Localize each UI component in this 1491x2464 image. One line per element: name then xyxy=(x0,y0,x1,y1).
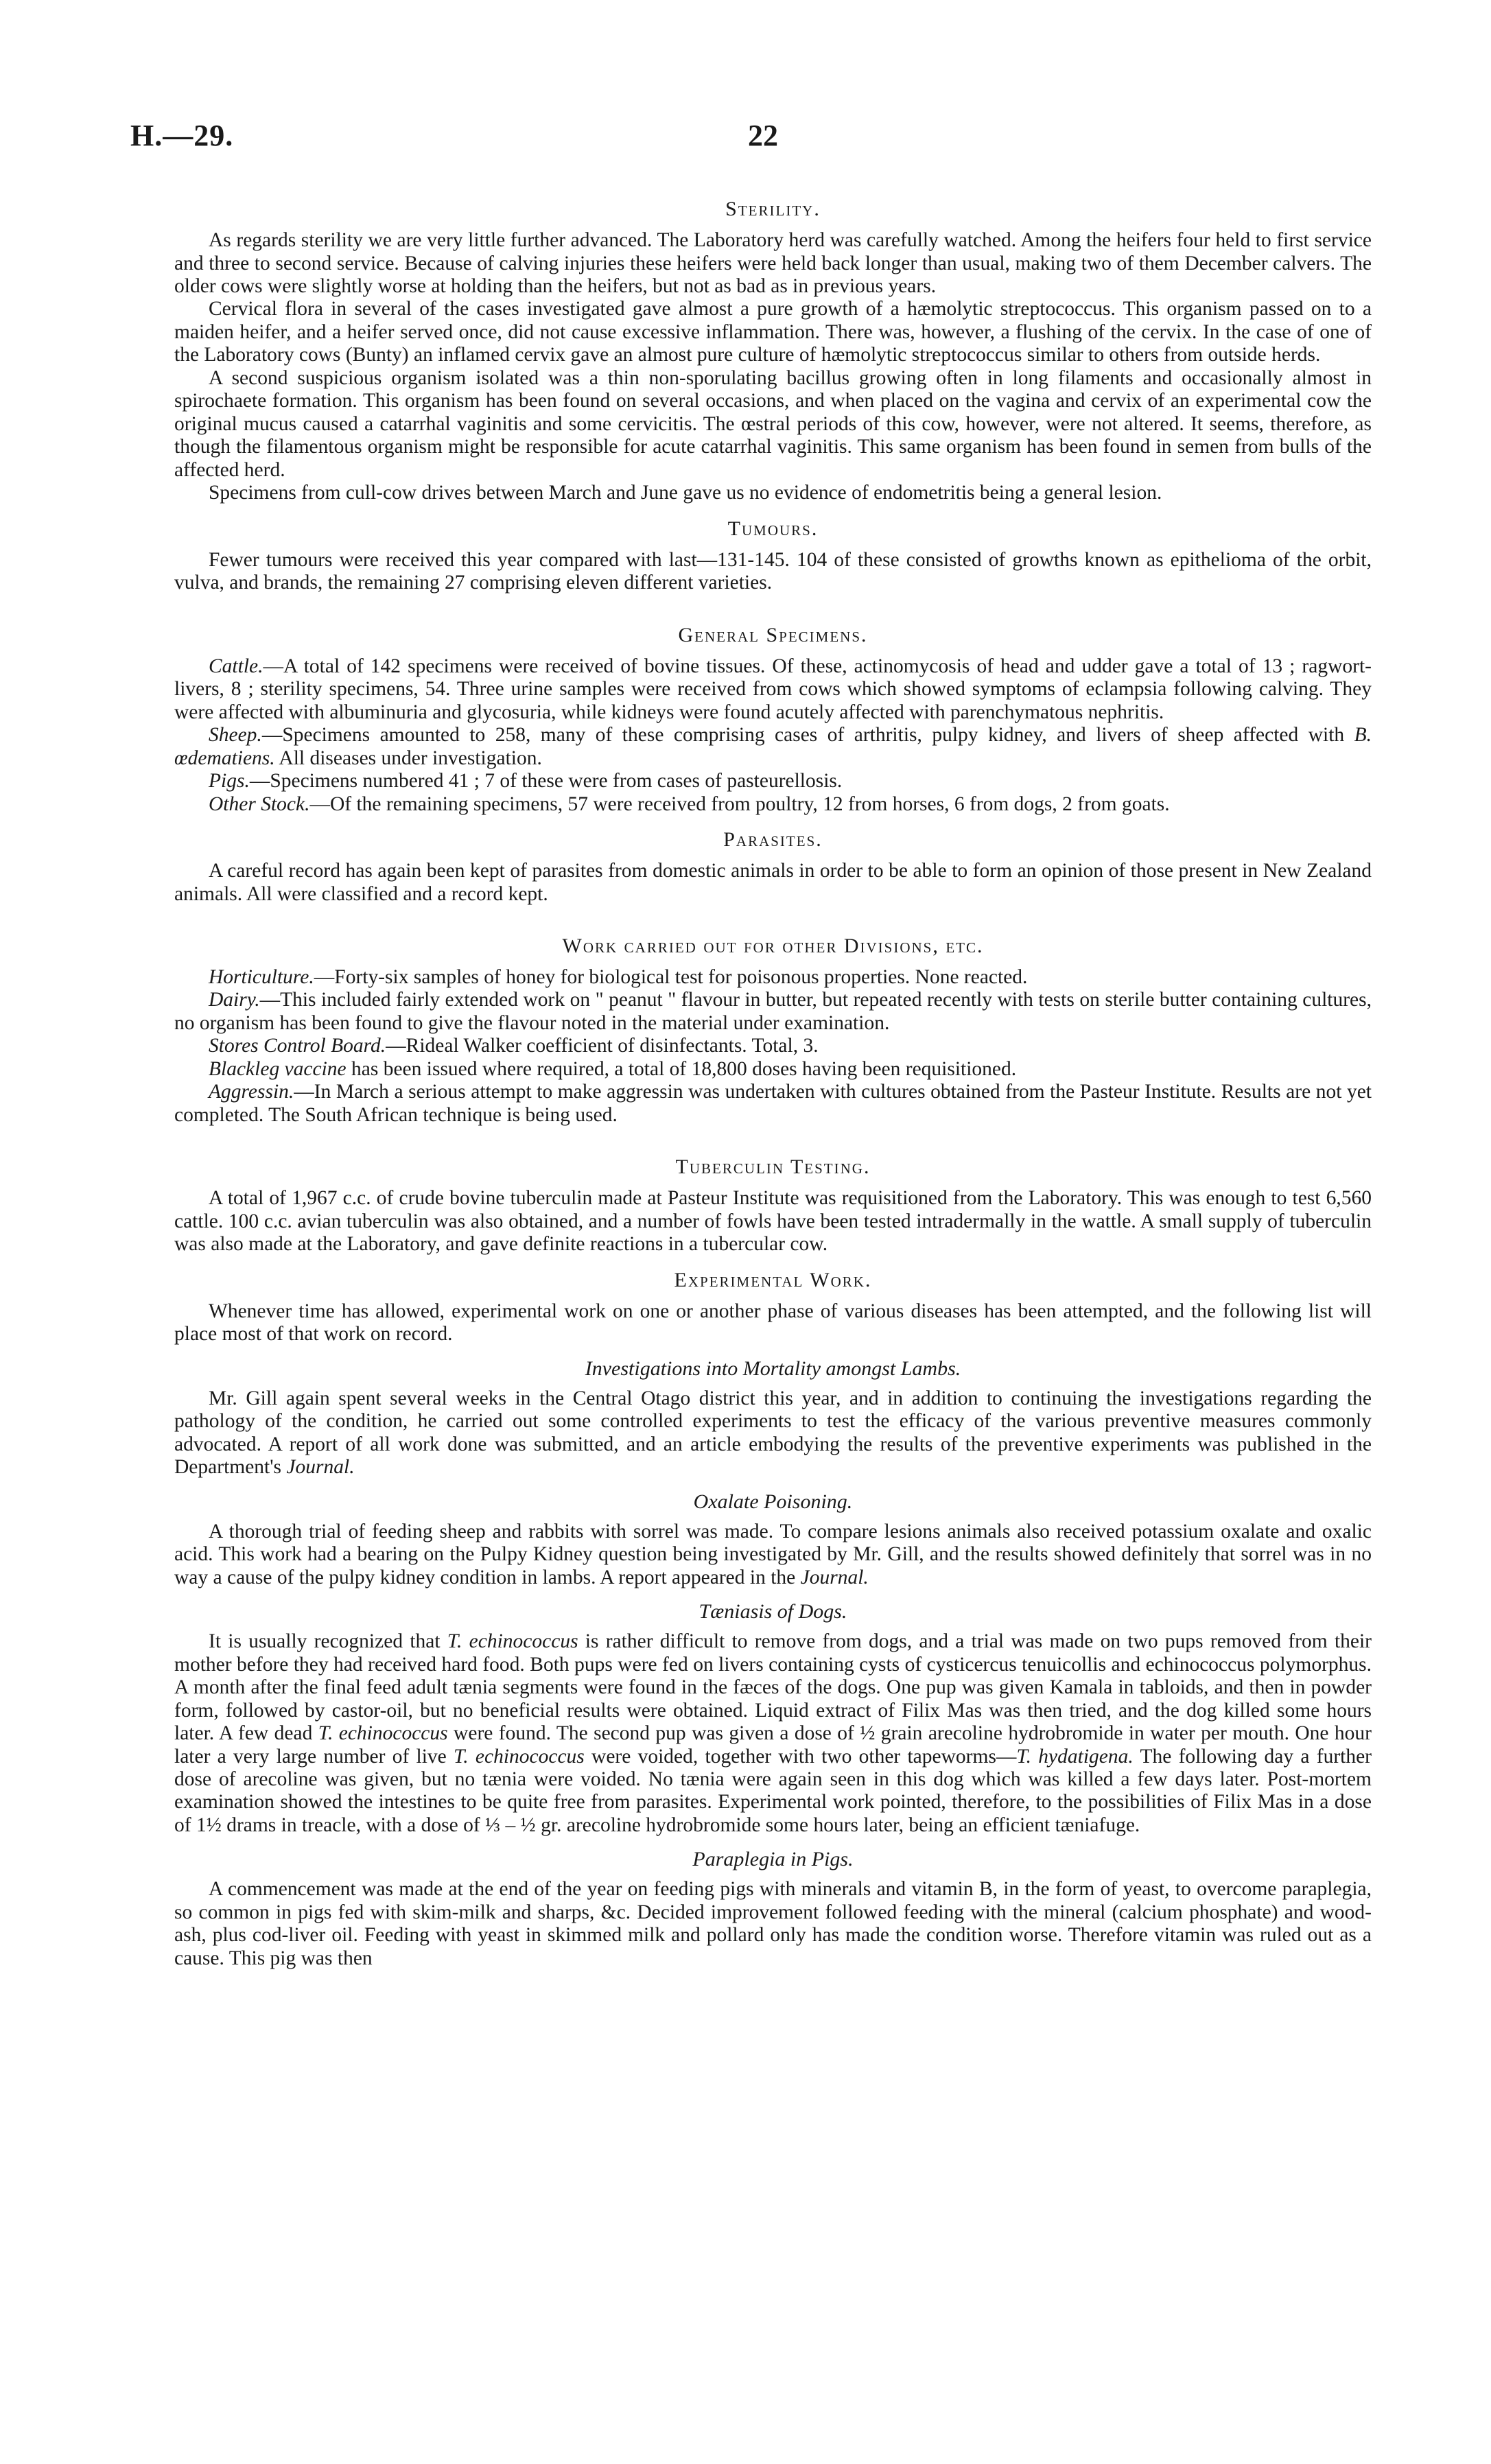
paragraph-text: Mr. Gill again spent several weeks in the Central Otago district this year, and in addition to continuing the investigations regarding the pathology of the condition, he carried out some controlled experiments to test the efficacy of the various preventive measures commonly advocated. A report of all work done was submitted, and an article embodying the results of the preventive experiments was published in the Department's xyxy=(174,1387,1372,1479)
section-heading-experimental-work: Experimental Work. xyxy=(674,1268,872,1291)
run-in-heading: Sheep. xyxy=(209,724,262,747)
run-in-heading: Stores Control Board. xyxy=(209,1035,386,1057)
paragraph-text: —A total of 142 specimens were received of bovine tissues. Of these, actinomycosis of head and udder gave a total of 13 ; ragwort-livers, 8 ; sterility specimens, 54. Three urine samples were received from cows which showed symptoms of eclampsia following calving. They were affected with albuminuria and glycosuria, while kidneys were found acutely affected with parenchymatous nephritis. xyxy=(174,655,1372,723)
section-heading-tuberculin: Tuberculin Testing. xyxy=(675,1155,871,1179)
paragraph-text: —Forty-six samples of honey for biological test for poisonous properties. None reacted. xyxy=(314,966,1028,989)
paragraph: A commencement was made at the end of the year on feeding pigs with minerals and vitamin B, in the form of yeast, to overcome paraplegia, so common in pigs fed with skim-milk and sharps, &c. Decided improvement followed feeding with the mineral (calcium phosphate) and wood-ash, plus cod-liver oil. Feeding with yeast in skimmed milk and pollard only has made the condition worse. Therefore vitamin was ruled out as a cause. This pig was then xyxy=(174,1878,1372,1969)
subheading-lamb-mortality: Investigations into Mortality amongst Lambs. xyxy=(585,1357,961,1380)
section-heading-tumours: Tumours. xyxy=(727,517,819,540)
paragraph-lambs xyxy=(174,1387,1372,1479)
paragraph: A second suspicious organism isolated was a thin non-sporulating bacillus growing often in long filaments and occasionally almost in spirochaete formation. This organism has been found on several occasions, and when placed on the vagina and cervix of an experimental cow the original mucus caused a catarrhal vaginitis and some cervicitis. The œstral periods of this cow, however, were not altered. It seems, therefore, as though the filamentous organism might be responsible for acute catarrhal vaginitis. This same organism has been found in semen from bulls of the affected herd. xyxy=(174,366,1372,481)
run-in-heading: Cattle. xyxy=(209,655,263,677)
paragraph-blackleg xyxy=(174,1058,1372,1081)
paragraph-text: —Specimens numbered 41 ; 7 of these were from cases of pasteurellosis. xyxy=(249,770,843,793)
paragraph-cattle xyxy=(174,655,1372,724)
section-heading-other-divisions: Work carried out for other Divisions, etc. xyxy=(562,934,984,957)
paragraph-text: —Specimens amounted to 258, many of these comprising cases of arthritis, pulpy kidney, and livers of sheep affected with xyxy=(261,724,1354,747)
species-name: T. hydatigena. xyxy=(1016,1745,1134,1768)
page-header xyxy=(130,118,1372,159)
paragraph: Whenever time has allowed, experimental work on one or another phase of various diseases has been attempted, and the following list will place most of that work on record. xyxy=(174,1300,1372,1346)
paragraph-stores-control xyxy=(174,1035,1372,1057)
paragraph-other-stock xyxy=(174,793,1372,816)
journal-title: Journal. xyxy=(800,1566,869,1588)
run-in-heading: Pigs. xyxy=(209,770,250,793)
paragraph-horticulture xyxy=(174,966,1372,989)
paragraph-text: —This included fairly extended work on " peanut " flavour in butter, but repeated recently with tests on sterile butter containing cultures, no organism has been found to give the flavour noted in the material under examination. xyxy=(174,989,1372,1034)
paragraph-text: It is usually recognized that xyxy=(209,1630,447,1653)
paragraph-text: The following day a further dose of arecoline was given, but no tænia were voided. No tænia were again seen in this dog which was killed a few days later. Post-mortem examination showed the intestines to be quite free from parasites. Experimental work pointed, therefore, to the possibilities of Filix Mas in a dose of 1½ drams in treacle, with a dose of ⅓ – ½ gr. arecoline hydrobromide some hours later, being an efficient tæniafuge. xyxy=(174,1745,1372,1836)
paragraph: A total of 1,967 c.c. of crude bovine tuberculin made at Pasteur Institute was requisitioned from the Laboratory. This was enough to test 6,560 cattle. 100 c.c. avian tuberculin was also obtained, and a number of fowls have been tested intradermally in the wattle. A small supply of tuberculin was also made at the Laboratory, and gave definite reactions in a tubercular cow. xyxy=(174,1187,1372,1256)
paragraph-aggressin xyxy=(174,1081,1372,1127)
species-name: T. echinococcus xyxy=(454,1745,585,1768)
paragraph-text: All diseases under investigation. xyxy=(274,747,542,769)
paragraph: Fewer tumours were received this year compared with last—131-145. 104 of these consisted of growths known as epithelioma of the orbit, vulva, and brands, the remaining 27 comprising eleven different varieties. xyxy=(174,548,1372,594)
species-name: B. œdematiens. xyxy=(174,724,1372,769)
paragraph-pigs xyxy=(174,770,1372,793)
paragraph: Cervical flora in several of the cases investigated gave almost a pure growth of a hæmolytic streptococcus. This organism passed on to a maiden heifer, and a heifer served once, did not cause excessive inflammation. There was, however, a flushing of the cervix. In the case of one of the Laboratory cows (Bunty) an inflamed cervix gave an almost pure culture of hæmolytic streptococcus similar to others from outside herds. xyxy=(174,298,1372,366)
run-in-heading: Aggressin. xyxy=(209,1081,294,1103)
document-reference: H.—29. xyxy=(130,119,234,152)
paragraph-text: —Rideal Walker coefficient of disinfectants. Total, 3. xyxy=(386,1035,819,1057)
run-in-heading: Dairy. xyxy=(209,989,260,1011)
paragraph-sheep xyxy=(174,724,1372,770)
run-in-heading: Other Stock. xyxy=(209,793,310,815)
subheading-oxalate-poisoning: Oxalate Poisoning. xyxy=(693,1490,853,1513)
section-heading-parasites: Parasites. xyxy=(723,828,823,851)
run-in-heading: Horticulture. xyxy=(209,966,314,989)
species-name: T. echinococcus xyxy=(318,1722,448,1745)
run-in-heading: Blackleg vaccine xyxy=(209,1057,347,1080)
paragraph-text: were voided, together with two other tapeworms— xyxy=(584,1745,1017,1768)
paragraph-text: —In March a serious attempt to make aggressin was undertaken with cultures obtained from the Pasteur Institute. Results are not yet completed. The South African technique is being used. xyxy=(174,1081,1372,1126)
paragraph-text: has been issued where required, a total of 18,800 doses having been requisitioned. xyxy=(346,1057,1017,1080)
subheading-taeniasis: Tæniasis of Dogs. xyxy=(698,1600,847,1623)
paragraph-dairy xyxy=(174,989,1372,1035)
species-name: T. echinococcus xyxy=(447,1630,578,1653)
paragraph-text: were found. The second pup was given a dose of ½ grain arecoline hydrobromide in water per mouth. One hour later a very large number of live xyxy=(174,1722,1372,1768)
paragraph-taeniasis xyxy=(174,1630,1372,1837)
section-heading-sterility: Sterility. xyxy=(725,198,821,220)
paragraph-text: is rather difficult to remove from dogs, and a trial was made on two pups removed from their mother before they had received hard food. Both pups were fed on livers containing cysts of cysticercus tenuicollis and echinococcus polymorphus. A month after the final feed adult tænia segments were found in the fæces of the dogs. One pup was given Kamala in tabloids, and then in powder form, followed by castor-oil, but no beneficial results were obtained. Liquid extract of Filix Mas was then tried, and the dog killed some hours later. A few dead xyxy=(174,1630,1372,1745)
subheading-paraplegia: Paraplegia in Pigs. xyxy=(692,1848,854,1871)
document-body xyxy=(174,185,1372,1970)
page-number: 22 xyxy=(748,119,778,152)
section-heading-general-specimens: General Specimens. xyxy=(678,623,868,646)
paragraph: A careful record has again been kept of parasites from domestic animals in order to be able to form an opinion of those present in New Zealand animals. All were classified and a record kept. xyxy=(174,860,1372,905)
journal-title: Journal. xyxy=(286,1456,355,1479)
paragraph-text: —Of the remaining specimens, 57 were received from poultry, 12 from horses, 6 from dogs, 2 from goats. xyxy=(309,793,1170,815)
paragraph: As regards sterility we are very little further advanced. The Laboratory herd was carefully watched. Among the heifers four held to first service and three to second service. Because of calving injuries these heifers were held back longer than usual, making two of them December calvers. The older cows were slightly worse at holding than the heifers, but not as bad as in previous years. xyxy=(174,229,1372,297)
paragraph-oxalate xyxy=(174,1521,1372,1589)
paragraph: Specimens from cull-cow drives between March and June gave us no evidence of endometritis being a general lesion. xyxy=(209,482,1162,504)
paragraph-text: A thorough trial of feeding sheep and rabbits with sorrel was made. To compare lesions animals also received potassium oxalate and oxalic acid. This work had a bearing on the Pulpy Kidney question being investigated by Mr. Gill, and the results showed definitely that sorrel was in no way a cause of the pulpy kidney condition in lambs. A report appeared in the xyxy=(174,1520,1372,1588)
